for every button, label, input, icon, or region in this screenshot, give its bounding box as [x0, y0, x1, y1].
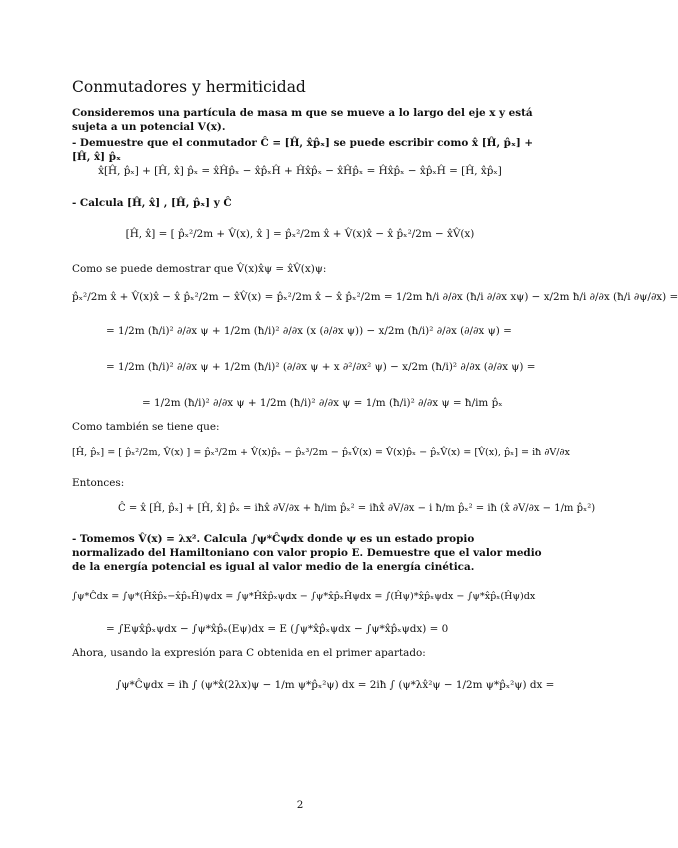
equation-5: Ĉ = x̂ [Ĥ, p̂ₓ] + [Ĥ, x̂] p̂ₓ = iħx̂ ∂V/∂x + ħ/im p̂ₓ² = iħx̂ ∂V/∂x − i ħ/m p̂ₓ² = iħ (x̂ ∂V/∂x − 1/m p̂ₓ²) — [118, 503, 596, 514]
section-title: Conmutadores y hermiticidad — [72, 78, 306, 96]
equation-7: ∫ψ*Ĉψdx = iħ ∫ (ψ*x̂(2λx)ψ − 1/m ψ*p̂ₓ²ψ) dx = 2iħ ∫ (ψ*λx̂²ψ − 1/2m ψ*p̂ₓ²ψ) dx = — [116, 679, 555, 691]
equation-3b: = 1/2m (ħ/i)² ∂/∂x ψ + 1/2m (ħ/i)² ∂/∂x (x (∂/∂x ψ)) − x/2m (ħ/i)² ∂/∂x (∂/∂x ψ) = — [106, 325, 512, 337]
note-4: Ahora, usando la expresión para C obtenida en el primer apartado: — [72, 647, 426, 659]
equation-6b: = ∫Eψx̂p̂ₓψdx − ∫ψ*x̂p̂ₓ(Eψ)dx = E (∫ψ*x̂p̂ₓψdx − ∫ψ*x̂p̂ₓψdx) = 0 — [106, 623, 449, 635]
question-3: - Tomemos V̂(x) = λx². Calcula ∫ψ*Ĉψdx donde ψ es un estado propio normalizado del Hamiltoniano con valor propio E. Demuestre que el valor medio de la energía potencial es igual al valor medio de la energía cinética. — [72, 533, 542, 573]
equation-6a: ∫ψ*Ĉdx = ∫ψ*(Ĥx̂p̂ₓ−x̂p̂ₓĤ)ψdx = ∫ψ*Ĥx̂p̂ₓψdx − ∫ψ*x̂p̂ₓĤψdx = ∫(Ĥψ)*x̂p̂ₓψdx − ∫ψ*x̂p̂ₓ(Ĥψ)dx — [72, 591, 536, 602]
note-3: Entonces: — [72, 477, 125, 489]
equation-1: x̂[Ĥ, p̂ₓ] + [Ĥ, x̂] p̂ₓ = x̂Ĥp̂ₓ − x̂p̂ₓĤ + Ĥx̂p̂ₓ − x̂Ĥp̂ₓ = Ĥx̂p̂ₓ − x̂p̂ₓĤ = [Ĥ, x̂p̂ₓ] — [98, 165, 502, 177]
page-number: 2 — [296, 799, 304, 811]
note-2: Como también se tiene que: — [72, 421, 220, 433]
question-2: - Calcula [Ĥ, x̂] , [Ĥ, p̂ₓ] y Ĉ — [72, 197, 232, 209]
note-1: Como se puede demostrar que V̂(x)x̂ψ = x̂V̂(x)ψ: — [72, 263, 327, 275]
equation-3a: p̂ₓ²/2m x̂ + V̂(x)x̂ − x̂ p̂ₓ²/2m − x̂V̂(x) = p̂ₓ²/2m x̂ − x̂ p̂ₓ²/2m = 1/2m ħ/i ∂/∂x (ħ/i ∂/∂x xψ) − x/2m ħ/i ∂/∂x (ħ/i ∂ψ/∂x) = — [72, 291, 678, 303]
intro-paragraph: Consideremos una partícula de masa m que se mueve a lo largo del eje x y está sujeta a un potencial V(x). — [72, 107, 533, 133]
equation-3d: = 1/2m (ħ/i)² ∂/∂x ψ + 1/2m (ħ/i)² ∂/∂x ψ = 1/m (ħ/i)² ∂/∂x ψ = ħ/im p̂ₓ — [142, 397, 503, 409]
question-1: - Demuestre que el conmutador Ĉ = [Ĥ, x̂p̂ₓ] se puede escribir como x̂ [Ĥ, p̂ₓ] + [Ĥ, x̂] p̂ₓ — [72, 137, 534, 163]
equation-4: [Ĥ, p̂ₓ] = [ p̂ₓ²/2m, V̂(x) ] = p̂ₓ³/2m + V̂(x)p̂ₓ − p̂ₓ³/2m − p̂ₓV̂(x) = V̂(x)p̂ₓ − p̂ₓV̂(x) = [V̂(x), p̂ₓ] = iħ ∂V/∂x — [72, 447, 570, 458]
equation-3c: = 1/2m (ħ/i)² ∂/∂x ψ + 1/2m (ħ/i)² (∂/∂x ψ + x ∂²/∂x² ψ) − x/2m (ħ/i)² ∂/∂x (∂/∂x ψ) = — [106, 361, 536, 373]
equation-2: [Ĥ, x̂] = [ p̂ₓ²/2m + V̂(x), x̂ ] = p̂ₓ²/2m x̂ + V̂(x)x̂ − x̂ p̂ₓ²/2m − x̂V̂(x) — [125, 228, 475, 240]
